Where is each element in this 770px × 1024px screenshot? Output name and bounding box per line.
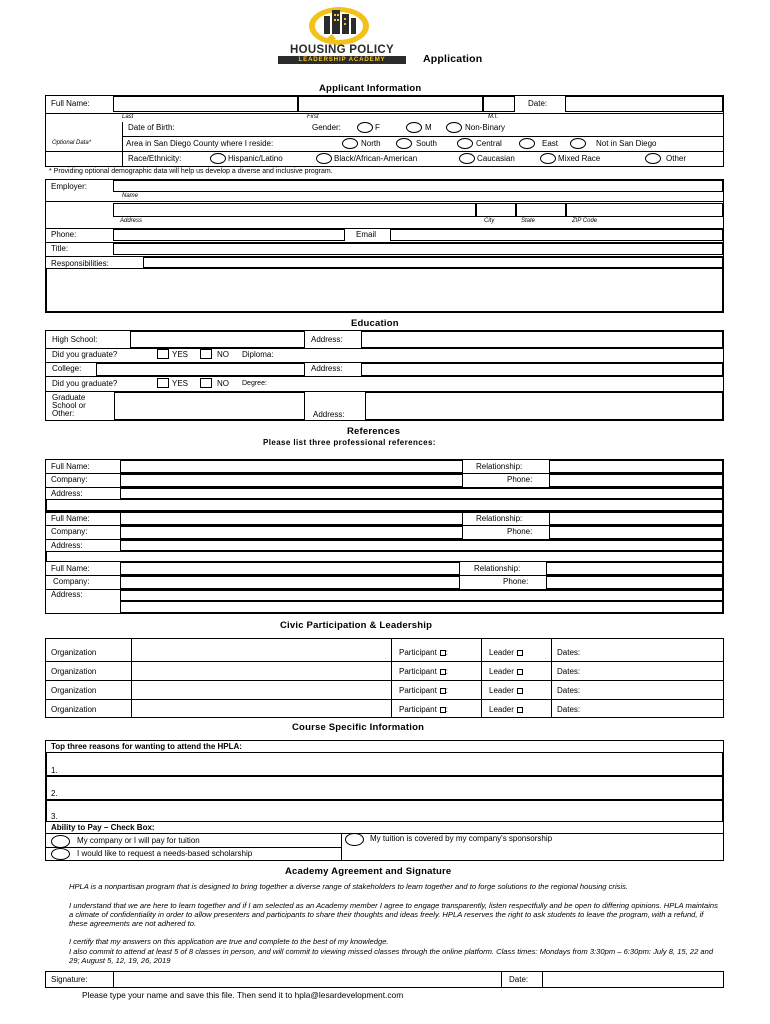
responsibilities-field-line[interactable] [143, 257, 723, 268]
civic1-leader-checkbox[interactable] [517, 650, 523, 656]
reason-1-label: 1. [51, 766, 58, 775]
dob-label: Date of Birth: [128, 123, 175, 132]
first-name-field[interactable] [298, 96, 483, 112]
reasons-label: Top three reasons for wanting to attend the HPLA: [51, 742, 242, 751]
high-school-field[interactable] [130, 331, 305, 348]
area-north-radio[interactable] [342, 138, 358, 149]
footer-instructions: Please type your name and save this file. Then send it to hpla@lesardevelopment.com [82, 990, 404, 1000]
college-graduate-label: Did you graduate? [52, 379, 118, 388]
degree-label: Degree: [242, 380, 267, 387]
race-caucasian-radio[interactable] [459, 153, 475, 164]
grad-address-field[interactable] [365, 392, 723, 420]
ref3-address-label: Address: [51, 590, 83, 599]
area-south-radio[interactable] [396, 138, 412, 149]
ref3-name-field[interactable] [120, 562, 460, 575]
reason-3-field[interactable] [46, 800, 723, 822]
references-heading: References [347, 426, 401, 437]
ref2-phone-field[interactable] [549, 526, 723, 539]
optional-data-label: Optional Data* [52, 140, 92, 146]
logo-building-icon [308, 6, 370, 46]
civic1-participant: Participant : [399, 648, 449, 657]
diploma-label: Diploma: [242, 350, 274, 359]
grad-label-2: School or [52, 401, 86, 410]
race-mixed-radio[interactable] [540, 153, 556, 164]
civic2-leader-checkbox[interactable] [517, 669, 523, 675]
responsibilities-field[interactable] [46, 268, 723, 312]
ref2-name-field[interactable] [120, 512, 463, 525]
reason-2-label: 2. [51, 789, 58, 798]
civic3-participant-label: Participant [399, 686, 437, 695]
area-not-sd-label: Not in San Diego [596, 139, 657, 148]
date-field[interactable] [565, 96, 723, 112]
first-sublabel: First [307, 114, 319, 120]
hs-address-field[interactable] [361, 331, 723, 348]
references-sub: Please list three professional references: [263, 438, 436, 447]
civic4-participant-checkbox[interactable] [440, 707, 446, 713]
ref1-name-label: Full Name: [51, 462, 90, 471]
civic4-participant-label: Participant [399, 705, 437, 714]
civic1-participant-checkbox[interactable] [440, 650, 446, 656]
ref2-relationship-field[interactable] [549, 512, 723, 525]
high-school-label: High School: [52, 335, 98, 344]
ref3-address-field-2[interactable] [120, 601, 723, 613]
civic-heading: Civic Participation & Leadership [280, 620, 433, 631]
gender-m-radio[interactable] [406, 122, 422, 133]
civic3-leader-label: Leader [489, 686, 514, 695]
ref1-name-field[interactable] [120, 460, 463, 473]
mi-field[interactable] [483, 96, 515, 112]
civic2-leader-label: Leader [489, 667, 514, 676]
page-title: Application [423, 53, 483, 65]
ref1-phone-field[interactable] [549, 474, 723, 487]
address-sublabel: Address [120, 218, 143, 224]
pay-sponsor-label: My tuition is covered by my company's sponsorship [370, 834, 553, 843]
phone-field[interactable] [113, 229, 345, 241]
employer-address-field[interactable] [113, 203, 476, 217]
signature-date-field[interactable] [542, 971, 724, 988]
civic1-org-field[interactable] [132, 639, 390, 660]
ref1-company-field[interactable] [120, 474, 463, 487]
agreement-p2: I understand that we are here to learn together and if I am selected as an Academy member I agree to engage transparently, listen respectfully and be open to differing opinions. HPLA maintains a climate of confidentiality in order to allow presenters and participants to share their thoughts and ideas freely. HPLA reserves the right to ask students to leave the program, with a refund, if these agreements are not adhered to. [69, 901, 718, 928]
civic4-org-label: Organization [51, 705, 97, 714]
logo [272, 6, 412, 66]
college-field[interactable] [96, 363, 305, 376]
race-mixed-label: Mixed Race [558, 154, 601, 163]
ref3-address-field[interactable] [120, 590, 723, 601]
state-sublabel: State [521, 218, 536, 224]
race-label: Race/Ethnicity: [128, 154, 182, 163]
hs-graduate-label: Did you graduate? [52, 350, 118, 359]
civic1-participant-label: Participant [399, 648, 437, 657]
ref2-relationship-label: Relationship: [476, 514, 523, 523]
ref3-name-label: Full Name: [51, 564, 90, 573]
college-address-label: Address: [311, 364, 343, 373]
responsibilities-label: Responsibilities: [51, 259, 109, 268]
ref1-address-field[interactable] [120, 488, 723, 499]
title-label: Title: [51, 244, 69, 253]
zip-sublabel: ZIP Code [572, 218, 598, 224]
grad-label-1: Graduate [52, 393, 86, 402]
area-east-radio[interactable] [519, 138, 535, 149]
civic2-leader [489, 668, 523, 676]
phone-label: Phone: [51, 230, 77, 239]
ref3-relationship-field[interactable] [546, 562, 723, 575]
civic3-participant-checkbox[interactable] [440, 688, 446, 694]
hs-no-label: NO [217, 350, 229, 359]
grad-school-field[interactable] [114, 392, 305, 420]
gender-nb-label: Non-Binary [465, 123, 506, 132]
ref1-relationship-field[interactable] [549, 460, 723, 473]
civic4-leader [489, 706, 523, 714]
mi-sublabel: M.I. [488, 114, 498, 120]
civic3-dates-label: Dates: [557, 686, 581, 695]
ref1-address-field-2[interactable] [46, 499, 723, 511]
ref3-company-field[interactable] [120, 576, 460, 589]
agreement-p3: I certify that my answers on this application are true and complete to the best of my knowledge. [69, 937, 389, 946]
civic1-dates-label: Dates: [557, 648, 581, 657]
race-hispanic-radio[interactable] [210, 153, 226, 164]
reason-2-field[interactable] [46, 776, 723, 800]
college-yes-label: YES [172, 379, 189, 388]
civic2-participant-checkbox[interactable] [440, 669, 446, 675]
full-name-label: Full Name: [51, 99, 90, 108]
college-yes-checkbox[interactable] [157, 378, 169, 388]
ref3-phone-field[interactable] [546, 576, 723, 589]
signature-field[interactable] [113, 971, 502, 988]
last-sublabel: Last [122, 114, 134, 120]
ref2-company-label: Company: [51, 527, 88, 536]
agreement-p4: I also commit to attend at least 5 of 8 classes in person, and will commit to viewing missed classes through the online platform. Class times: Mondays from 3:30pm – 6:30pm: July 8, 15, 22 and 29; August 5, 12, 19, 26, 2019 [69, 947, 714, 965]
city-sublabel: City [484, 218, 495, 224]
civic1-leader-label: Leader [489, 648, 514, 657]
civic2-org-label: Organization [51, 667, 97, 676]
date-label: Date: [528, 99, 548, 108]
pay-self-label: My company or I will pay for tuition [77, 836, 200, 845]
signature-date-label: Date: [509, 975, 529, 984]
ref1-address-label: Address: [51, 489, 83, 498]
employer-zip-field[interactable] [566, 203, 723, 217]
gender-f-label: F [375, 123, 380, 132]
area-east-label: East [542, 139, 559, 148]
civic1-org-label: Organization [51, 648, 97, 657]
signature-label: Signature: [51, 975, 88, 984]
civic4-leader-checkbox[interactable] [517, 707, 523, 713]
ref3-company-label: Company: [53, 577, 90, 586]
ref2-phone-label: Phone: [507, 527, 533, 536]
civic4-dates-label: Dates: [557, 705, 581, 714]
gender-m-label: M [425, 123, 432, 132]
civic2-participant-label: Participant [399, 667, 437, 676]
grad-address-label: Address: [313, 410, 345, 419]
hs-yes-checkbox[interactable] [157, 349, 169, 359]
ref3-phone-label: Phone: [503, 577, 529, 586]
area-not-sd-radio[interactable] [570, 138, 586, 149]
reason-1-field[interactable] [46, 752, 723, 776]
scholarship-label: I would like to request a needs-based scholarship [77, 849, 253, 858]
course-heading: Course Specific Information [292, 722, 425, 733]
ref1-company-label: Company: [51, 475, 88, 484]
agreement-heading: Academy Agreement and Signature [285, 866, 452, 877]
ref2-company-field[interactable] [120, 526, 463, 539]
pay-sponsor-radio[interactable] [345, 833, 364, 846]
gender-nb-radio[interactable] [446, 122, 462, 133]
applicant-heading: Applicant Information [319, 83, 422, 94]
agreement-p1: HPLA is a nonpartisan program that is designed to bring together a diverse range of stakeholders to learn together and to forge solutions to the regional housing crisis. [69, 882, 629, 891]
gender-f-radio[interactable] [357, 122, 373, 133]
civic3-leader-checkbox[interactable] [517, 688, 523, 694]
email-label: Email [356, 230, 377, 239]
civic1-leader [489, 649, 523, 657]
race-caucasian-label: Caucasian [477, 154, 515, 163]
diploma-field[interactable] [288, 349, 723, 360]
hs-yes-label: YES [172, 350, 189, 359]
last-name-field[interactable] [113, 96, 298, 112]
race-black-radio[interactable] [316, 153, 332, 164]
name-sublabel: Name [122, 193, 139, 199]
employer-state-field[interactable] [516, 203, 566, 217]
college-no-checkbox[interactable] [200, 378, 212, 388]
ref3-relationship-label: Relationship: [474, 564, 521, 573]
civic2-participant: Participant : [399, 667, 449, 676]
civic4-leader-label: Leader [489, 705, 514, 714]
title-field[interactable] [113, 243, 723, 255]
grad-label-3: Other: [52, 409, 75, 418]
logo-line2: LEADERSHIP ACADEMY [278, 56, 406, 64]
gender-label: Gender: [312, 123, 341, 132]
area-south-label: South [416, 139, 437, 148]
employer-name-field[interactable] [113, 180, 723, 192]
hs-address-label: Address: [311, 335, 343, 344]
reason-3-label: 3. [51, 812, 58, 821]
logo-line1: HOUSING POLICY [290, 44, 394, 56]
college-no-label: NO [217, 379, 229, 388]
college-label: College: [52, 364, 82, 373]
dob-field[interactable] [192, 122, 307, 133]
race-black-label: Black/African-American [334, 154, 418, 163]
scholarship-radio[interactable] [51, 848, 70, 860]
hs-no-checkbox[interactable] [200, 349, 212, 359]
demographic-note: * Providing optional demographic data will help us develop a diverse and inclusive program. [49, 168, 333, 175]
ref1-relationship-label: Relationship: [476, 462, 523, 471]
area-north-label: North [361, 139, 381, 148]
employer-label: Employer: [51, 182, 88, 191]
ref1-phone-label: Phone: [507, 475, 533, 484]
civic3-leader [489, 687, 523, 695]
civic3-participant: Participant : [399, 686, 449, 695]
email-field[interactable] [390, 229, 723, 241]
ability-to-pay-label: Ability to Pay – Check Box: [51, 823, 155, 832]
employer-city-field[interactable] [476, 203, 516, 217]
college-address-field[interactable] [361, 363, 723, 376]
ref2-address-label: Address: [51, 541, 83, 550]
civic2-dates-label: Dates: [557, 667, 581, 676]
race-other-label: Other [666, 154, 687, 163]
civic3-org-label: Organization [51, 686, 97, 695]
race-hispanic-label: Hispanic/Latino [228, 154, 283, 163]
race-other-radio[interactable] [645, 153, 661, 164]
ref2-address-field[interactable] [120, 540, 723, 551]
area-label: Area in San Diego County where I reside: [126, 139, 274, 148]
area-central-radio[interactable] [457, 138, 473, 149]
civic4-participant: Participant : [399, 705, 449, 714]
ref2-name-label: Full Name: [51, 514, 90, 523]
area-central-label: Central [476, 139, 502, 148]
education-heading: Education [351, 318, 399, 329]
